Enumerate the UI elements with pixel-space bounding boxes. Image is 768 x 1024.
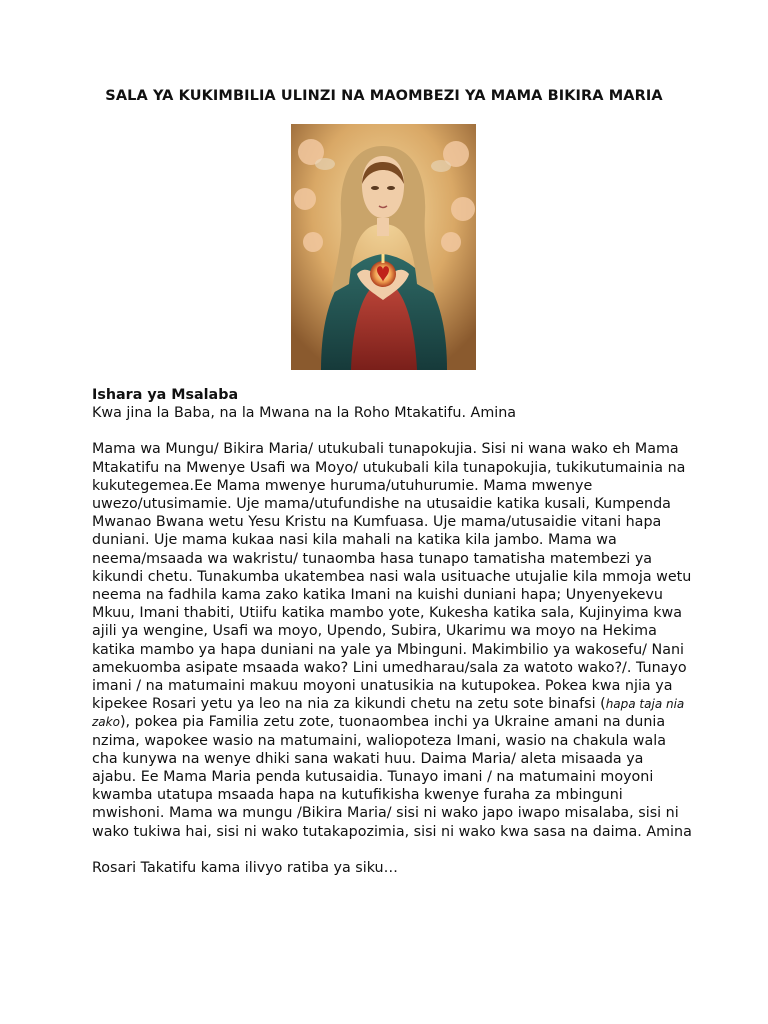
prayer-text-part-2: ), pokea pia Familia zetu zote, tuonaombea inchi ya Ukraine amani na dunia nzima, wapokee wasio na matumaini, waliopoteza Imani, wasio na chakula wala cha kunywa na wenye dhiki sana wakati huu. Daima Maria/ aleta misaada ya ajabu. Ee Mama Maria penda kutusaidia. Tunayo imani / na matumaini moyoni kwamba utatupa msaada hapa na kutufikisha kwenye furaha za mbinguni mwishoni. Mama wa mungu /Bikira Maria/ sisi ni wako japo iwapo misalaba, sisi ni wako tukiwa hai, sisi ni wako tutakapozimia, sisi ni wako kwa sasa na daima. Amina (92, 714, 692, 840)
closing-line: Rosari Takatifu kama ilivyo ratiba ya siku… (92, 859, 398, 876)
section-heading: Ishara ya Msalaba (92, 387, 239, 403)
document-body (92, 386, 692, 877)
prayer-intention-note: hapa taja nia zako (92, 697, 685, 730)
prayer-text-part-1: Mama wa Mungu/ Bikira Maria/ utukubali tunapokujia. Sisi ni wana wako eh Mama Mtakatifu na Mwenye Usafi wa Moyo/ utukubali kila tunapokujia, tukikutumainia na kukutegemea.Ee Mama mwenye huruma/utuhurumie. Mama mwenye uwezo/utusimamie. Uje mama/utufundishe na utusaidie katika kusali, Kumpenda Mwanao Bwana wetu Yesu Kristu na Kumfuasa. Uje mama/utusaidie vitani hapa duniani. Uje mama kukaa nasi kila mahali na katika kila jambo. Mama wa neema/msaada wa wakristu/ tunaomba hasa tunapo tamatisha matembezi ya kikundi chetu. Tunakumba ukatembea nasi wala usituache utujalie kila mmoja wetu neema na fadhila kama zako katika Imani na kuishi duniani hapa; Unyenyekevu Mkuu, Imani thabiti, Utiifu katika mambo yote, Kukesha katika sala, Kujinyima kwa ajili ya wengine, Usafi wa moyo, Upendo, Subira, Ukarimu wa moyo na Hekima katika mambo ya hapa duniani na yale ya Mbinguni. Makimbilio ya wakosefu/ Nani amekuomba asipate msaada wako? Lini umedharau/sala za watoto wako?/. Tunayo imani / na matumaini makuu moyoni unatusikia na kutupokea. Pokea kwa njia ya kipekee Rosari yetu ya leo na nia za kikundi chetu na zetu sote binafsi ( (92, 441, 692, 713)
paragraph-gap (92, 841, 692, 859)
paragraph-gap (92, 422, 692, 440)
prayer-paragraph (92, 440, 692, 840)
virgin-mary-immaculate-heart-icon (291, 124, 476, 370)
sign-of-cross-text: Kwa jina la Baba, na la Mwana na la Roho Mtakatifu. Amina (92, 405, 517, 422)
document-title: SALA YA KUKIMBILIA ULINZI NA MAOMBEZI YA MAMA BIKIRA MARIA (105, 88, 663, 104)
